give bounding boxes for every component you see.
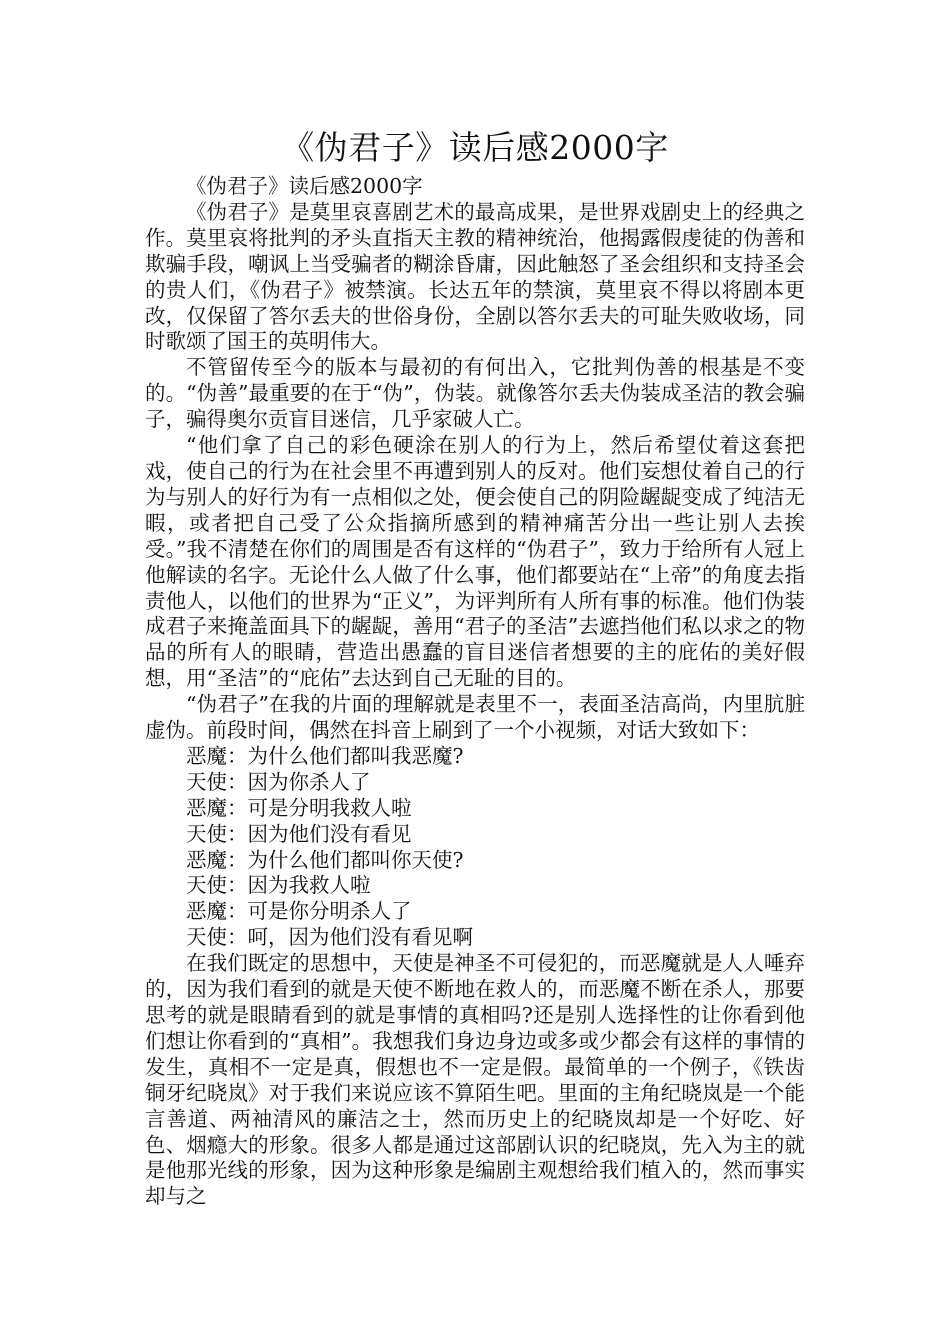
dialogue-line: 恶魔：为什么他们都叫我恶魔?	[186, 743, 464, 768]
dialogue-line: 天使：因为我救人啦	[186, 873, 371, 898]
dialogue-line: 恶魔：可是分明我救人啦	[186, 795, 412, 820]
paragraph: 《伪君子》是莫里哀喜剧艺术的最高成果，是世界戏剧史上的经典之作。莫里哀将批判的矛头直指天主教的精神统治，他揭露假虔徒的伪善和欺骗手段，嘲讽上当受骗者的糊涂昏庸，因此触怒了圣会组织和支持圣会的贵人们，《伪君子》被禁演。长达五年的禁演，莫里哀不得以将剧本更改，仅保留了答尔丢夫的世俗身份，全剧以答尔丢夫的可耻失败收场，同时歌颂了国王的英明伟大。	[145, 199, 805, 354]
dialogue-line: 天使：因为你杀人了	[186, 769, 371, 794]
dialogue-line: 恶魔：为什么他们都叫你天使?	[186, 847, 464, 872]
dialogue-line: 天使：因为他们没有看见	[186, 821, 412, 846]
dialogue-line: 天使：呵，因为他们没有看见啊	[186, 925, 473, 950]
dialogue-list	[145, 744, 805, 951]
document-subtitle: 《伪君子》读后感2000字	[186, 174, 423, 198]
paragraph: 在我们既定的思想中，天使是神圣不可侵犯的，而恶魔就是人人唾弃的，因为我们看到的就是天使不断地在救人的，而恶魔不断在杀人，那要思考的就是眼睛看到的就是事情的真相吗?还是别人选择性的让你看到他们想让你看到的“真相”。我想我们身边身边或多或少都会有这样的事情的发生，真相不一定是真，假想也不一定是假。最简单的一个例子，《铁齿铜牙纪晓岚》对于我们来说应该不算陌生吧。里面的主角纪晓岚是一个能言善道、两袖清风的廉洁之士，然而历史上的纪晓岚却是一个好吃、好色、烟瘾大的形象。很多人都是通过这部剧认识的纪晓岚，先入为主的就是他那光线的形象，因为这种形象是编剧主观想给我们植入的，然而事实却与之	[145, 951, 805, 1209]
document-title: 《伪君子》读后感2000字	[281, 128, 669, 167]
document-body	[145, 174, 805, 1210]
paragraph: “伪君子”在我的片面的理解就是表里不一，表面圣洁高尚，内里肮脏虚伪。前段时间，偶然在抖音上刷到了一个小视频，对话大致如下：	[145, 692, 805, 743]
dialogue-line: 恶魔：可是你分明杀人了	[186, 899, 412, 924]
paragraph: 不管留传至今的版本与最初的有何出入，它批判伪善的根基是不变的。“伪善”最重要的在于“伪”，伪装。就像答尔丢夫伪装成圣洁的教会骗子，骗得奥尔贡盲目迷信，几乎家破人亡。	[145, 355, 805, 432]
paragraph: “他们拿了自己的彩色硬涂在别人的行为上，然后希望仗着这套把戏，使自己的行为在社会里不再遭到别人的反对。他们妄想仗着自己的行为与别人的好行为有一点相似之处，便会使自己的阴险龌龊变成了纯洁无暇，或者把自己受了公众指摘所感到的精神痛苦分出一些让别人去挨受。”我不清楚在你们的周围是否有这样的“伪君子”，致力于给所有人冠上他解读的名字。无论什么人做了什么事，他们都要站在“上帝”的角度去指责他人，以他们的世界为“正义”，为评判所有人所有事的标准。他们伪装成君子来掩盖面具下的龌龊，善用“君子的圣洁”去遮挡他们私以求之的物品的所有人的眼睛，营造出愚蠢的盲目迷信者想要的主的庇佑的美好假想，用“圣洁”的“庇佑”去达到自己无耻的目的。	[145, 433, 805, 691]
